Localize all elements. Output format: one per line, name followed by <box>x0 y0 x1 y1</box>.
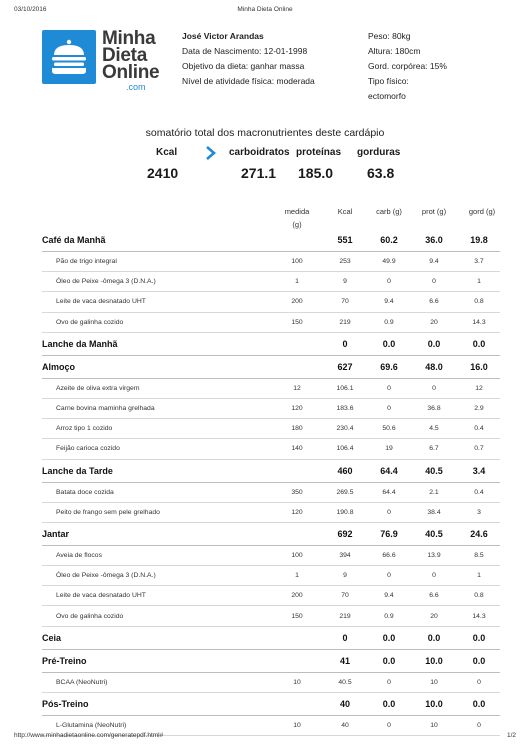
food-gord: 2.9 <box>458 398 500 418</box>
food-item-row <box>42 672 500 692</box>
food-item-row <box>42 398 500 418</box>
meal-carb: 64.4 <box>368 459 410 482</box>
food-name: Feijão carioca cozido <box>42 439 272 459</box>
food-medida: 150 <box>272 312 322 332</box>
food-name: Ovo de galinha cozido <box>42 606 272 626</box>
meal-prot: 48.0 <box>410 355 458 378</box>
meal-kcal: 0 <box>322 332 368 355</box>
food-medida: 100 <box>272 545 322 565</box>
site-logo <box>42 30 182 92</box>
food-kcal: 253 <box>322 252 368 272</box>
page-number: 1/2 <box>506 732 516 739</box>
food-prot: 4.5 <box>410 419 458 439</box>
meal-gord: 3.4 <box>458 459 500 482</box>
food-prot: 6.6 <box>410 586 458 606</box>
meal-name: Almoço <box>42 355 272 378</box>
food-item-row <box>42 502 500 522</box>
food-kcal: 269.5 <box>322 482 368 502</box>
summary-gord-value: 63.8 <box>367 165 395 181</box>
food-gord: 0.4 <box>458 419 500 439</box>
food-name: Leite de vaca desnatado UHT <box>42 586 272 606</box>
food-name: Azeite de oliva extra virgem <box>42 378 272 398</box>
food-prot: 10 <box>410 672 458 692</box>
meal-gord: 16.0 <box>458 355 500 378</box>
food-carb: 50.6 <box>368 419 410 439</box>
food-kcal: 40 <box>322 715 368 735</box>
col-header-medida: medida (g) <box>284 207 310 229</box>
meal-gord: 0.0 <box>458 626 500 649</box>
food-gord: 12 <box>458 378 500 398</box>
meal-row <box>42 626 500 649</box>
meal-carb: 0.0 <box>368 692 410 715</box>
meal-gord: 0.0 <box>458 649 500 672</box>
meal-kcal: 0 <box>322 626 368 649</box>
food-gord: 3.7 <box>458 252 500 272</box>
food-prot: 20 <box>410 606 458 626</box>
print-header <box>14 6 516 16</box>
meal-carb: 0.0 <box>368 332 410 355</box>
food-item-row <box>42 378 500 398</box>
col-header-prot: prot (g) <box>421 207 447 216</box>
meal-gord: 19.8 <box>458 229 500 252</box>
food-medida: 1 <box>272 272 322 292</box>
burger-icon <box>42 30 96 84</box>
meal-prot: 0.0 <box>410 626 458 649</box>
meal-name: Lanche da Tarde <box>42 459 272 482</box>
food-item-row <box>42 312 500 332</box>
meal-row <box>42 459 500 482</box>
food-prot: 10 <box>410 715 458 735</box>
food-carb: 9.4 <box>368 292 410 312</box>
food-gord: 0.7 <box>458 439 500 459</box>
chevron-right-icon <box>204 145 218 161</box>
summary-carb-label: carboidratos <box>229 147 290 158</box>
meal-prot: 0.0 <box>410 332 458 355</box>
food-item-row <box>42 419 500 439</box>
food-kcal: 230.4 <box>322 419 368 439</box>
food-name: Arroz tipo 1 cozido <box>42 419 272 439</box>
food-medida: 120 <box>272 502 322 522</box>
food-kcal: 70 <box>322 292 368 312</box>
food-name: Carne bovina maminha grelhada <box>42 398 272 418</box>
meal-medida <box>272 522 322 545</box>
activity-level: Nível de atividade física: moderada <box>182 76 315 86</box>
body-fat: Gord. corpórea: 15% <box>368 61 447 71</box>
food-medida: 180 <box>272 419 322 439</box>
food-gord: 0.8 <box>458 292 500 312</box>
profile-info <box>182 29 315 89</box>
birth-date: Data de Nascimento: 12-01-1998 <box>182 46 308 56</box>
meal-name: Pós-Treino <box>42 692 272 715</box>
meal-carb: 0.0 <box>368 649 410 672</box>
food-prot: 36.8 <box>410 398 458 418</box>
food-kcal: 70 <box>322 586 368 606</box>
food-kcal: 190.8 <box>322 502 368 522</box>
food-carb: 0 <box>368 272 410 292</box>
meal-prot: 40.5 <box>410 522 458 545</box>
meal-carb: 60.2 <box>368 229 410 252</box>
food-medida: 120 <box>272 398 322 418</box>
summary-prot-value: 185.0 <box>298 165 334 181</box>
food-kcal: 9 <box>322 566 368 586</box>
food-prot: 38.4 <box>410 502 458 522</box>
food-name: Pão de trigo integral <box>42 252 272 272</box>
food-item-row <box>42 545 500 565</box>
diet-table <box>42 229 500 736</box>
food-medida: 150 <box>272 606 322 626</box>
food-prot: 2.1 <box>410 482 458 502</box>
food-carb: 19 <box>368 439 410 459</box>
food-name: Óleo de Peixe -ômega 3 (D.N.A.) <box>42 566 272 586</box>
meal-name: Café da Manhã <box>42 229 272 252</box>
food-item-row <box>42 439 500 459</box>
height: Altura: 180cm <box>368 46 421 56</box>
food-gord: 0 <box>458 715 500 735</box>
food-item-row <box>42 252 500 272</box>
meal-medida <box>272 459 322 482</box>
food-name: Leite de vaca desnatado UHT <box>42 292 272 312</box>
food-carb: 49.9 <box>368 252 410 272</box>
food-item-row <box>42 586 500 606</box>
summary-carb-value: 271.1 <box>241 165 277 181</box>
food-carb: 0 <box>368 378 410 398</box>
meal-prot: 40.5 <box>410 459 458 482</box>
meal-medida <box>272 229 322 252</box>
food-gord: 8.5 <box>458 545 500 565</box>
summary-title: somatório total dos macronutrientes deste cardápio <box>145 127 385 139</box>
meal-kcal: 692 <box>322 522 368 545</box>
meal-row <box>42 692 500 715</box>
meal-kcal: 551 <box>322 229 368 252</box>
food-gord: 3 <box>458 502 500 522</box>
food-kcal: 9 <box>322 272 368 292</box>
meal-kcal: 627 <box>322 355 368 378</box>
meal-name: Jantar <box>42 522 272 545</box>
meal-carb: 76.9 <box>368 522 410 545</box>
food-medida: 10 <box>272 672 322 692</box>
food-medida: 100 <box>272 252 322 272</box>
food-name: Batata doce cozida <box>42 482 272 502</box>
meal-gord: 0.0 <box>458 692 500 715</box>
food-medida: 350 <box>272 482 322 502</box>
food-medida: 140 <box>272 439 322 459</box>
food-carb: 0 <box>368 715 410 735</box>
meal-row <box>42 229 500 252</box>
meal-prot: 10.0 <box>410 692 458 715</box>
food-gord: 14.3 <box>458 312 500 332</box>
meal-kcal: 460 <box>322 459 368 482</box>
food-gord: 0 <box>458 672 500 692</box>
food-medida: 200 <box>272 586 322 606</box>
meal-medida <box>272 692 322 715</box>
food-kcal: 219 <box>322 312 368 332</box>
meal-medida <box>272 649 322 672</box>
meal-row <box>42 649 500 672</box>
diet-goal: Objetivo da dieta: ganhar massa <box>182 61 305 71</box>
meal-carb: 69.6 <box>368 355 410 378</box>
food-name: BCAA (NeoNutri) <box>42 672 272 692</box>
food-name: Peito de frango sem pele grelhado <box>42 502 272 522</box>
summary-prot-label: proteínas <box>296 147 342 158</box>
food-carb: 9.4 <box>368 586 410 606</box>
food-item-row <box>42 606 500 626</box>
food-kcal: 183.6 <box>322 398 368 418</box>
food-carb: 0 <box>368 398 410 418</box>
meal-name: Lanche da Manhã <box>42 332 272 355</box>
meal-row <box>42 332 500 355</box>
food-gord: 1 <box>458 272 500 292</box>
col-header-kcal: Kcal <box>337 207 353 216</box>
meal-kcal: 40 <box>322 692 368 715</box>
meal-medida <box>272 355 322 378</box>
food-name: Óleo de Peixe -ômega 3 (D.N.A.) <box>42 272 272 292</box>
food-medida: 200 <box>272 292 322 312</box>
food-item-row <box>42 566 500 586</box>
food-name: Aveia de flocos <box>42 545 272 565</box>
food-name: Ovo de galinha cozido <box>42 312 272 332</box>
food-carb: 0 <box>368 672 410 692</box>
food-item-row <box>42 272 500 292</box>
meal-carb: 0.0 <box>368 626 410 649</box>
food-carb: 0 <box>368 502 410 522</box>
logo-suffix: .com <box>126 82 146 92</box>
print-date: 03/10/2016 <box>14 6 47 13</box>
food-gord: 14.3 <box>458 606 500 626</box>
meal-gord: 24.6 <box>458 522 500 545</box>
food-carb: 0.9 <box>368 312 410 332</box>
food-carb: 0.9 <box>368 606 410 626</box>
food-kcal: 106.1 <box>322 378 368 398</box>
meal-name: Ceia <box>42 626 272 649</box>
col-header-carb: carb (g) <box>376 207 402 216</box>
food-prot: 13.9 <box>410 545 458 565</box>
food-prot: 9.4 <box>410 252 458 272</box>
food-medida: 1 <box>272 566 322 586</box>
meal-kcal: 41 <box>322 649 368 672</box>
meal-prot: 10.0 <box>410 649 458 672</box>
summary-gord-label: gorduras <box>357 147 401 158</box>
food-prot: 0 <box>410 566 458 586</box>
food-medida: 12 <box>272 378 322 398</box>
food-carb: 64.4 <box>368 482 410 502</box>
food-kcal: 40.5 <box>322 672 368 692</box>
food-name: L-Glutamina (NeoNutri) <box>42 715 272 735</box>
food-kcal: 394 <box>322 545 368 565</box>
meal-prot: 36.0 <box>410 229 458 252</box>
weight: Peso: 80kg <box>368 31 411 41</box>
food-prot: 0 <box>410 272 458 292</box>
food-gord: 0.4 <box>458 482 500 502</box>
meal-medida <box>272 332 322 355</box>
food-item-row <box>42 482 500 502</box>
food-kcal: 219 <box>322 606 368 626</box>
meal-row <box>42 522 500 545</box>
user-name: José Victor Arandas <box>182 31 264 41</box>
body-type-label: Tipo físico: <box>368 76 409 86</box>
food-prot: 20 <box>410 312 458 332</box>
macro-summary <box>0 127 530 181</box>
food-prot: 6.7 <box>410 439 458 459</box>
food-medida: 10 <box>272 715 322 735</box>
print-footer <box>14 732 516 742</box>
col-header-gord: gord (g) <box>468 207 496 216</box>
food-gord: 0.8 <box>458 586 500 606</box>
food-carb: 0 <box>368 566 410 586</box>
logo-wordmark: Minha Dieta Online <box>102 28 160 83</box>
meal-name: Pré-Treino <box>42 649 272 672</box>
food-prot: 0 <box>410 378 458 398</box>
print-title: Minha Dieta Online <box>237 6 293 13</box>
meal-medida <box>272 626 322 649</box>
summary-kcal-value: 2410 <box>147 165 179 181</box>
body-type: ectomorfo <box>368 91 406 101</box>
food-kcal: 106.4 <box>322 439 368 459</box>
food-gord: 1 <box>458 566 500 586</box>
meal-gord: 0.0 <box>458 332 500 355</box>
food-item-row <box>42 292 500 312</box>
meal-row <box>42 355 500 378</box>
print-url: http://www.minhadietaonline.com/generatepdf.html# <box>14 732 164 739</box>
food-prot: 6.6 <box>410 292 458 312</box>
body-info <box>368 29 447 104</box>
food-carb: 66.6 <box>368 545 410 565</box>
summary-kcal-label: Kcal <box>156 147 178 158</box>
